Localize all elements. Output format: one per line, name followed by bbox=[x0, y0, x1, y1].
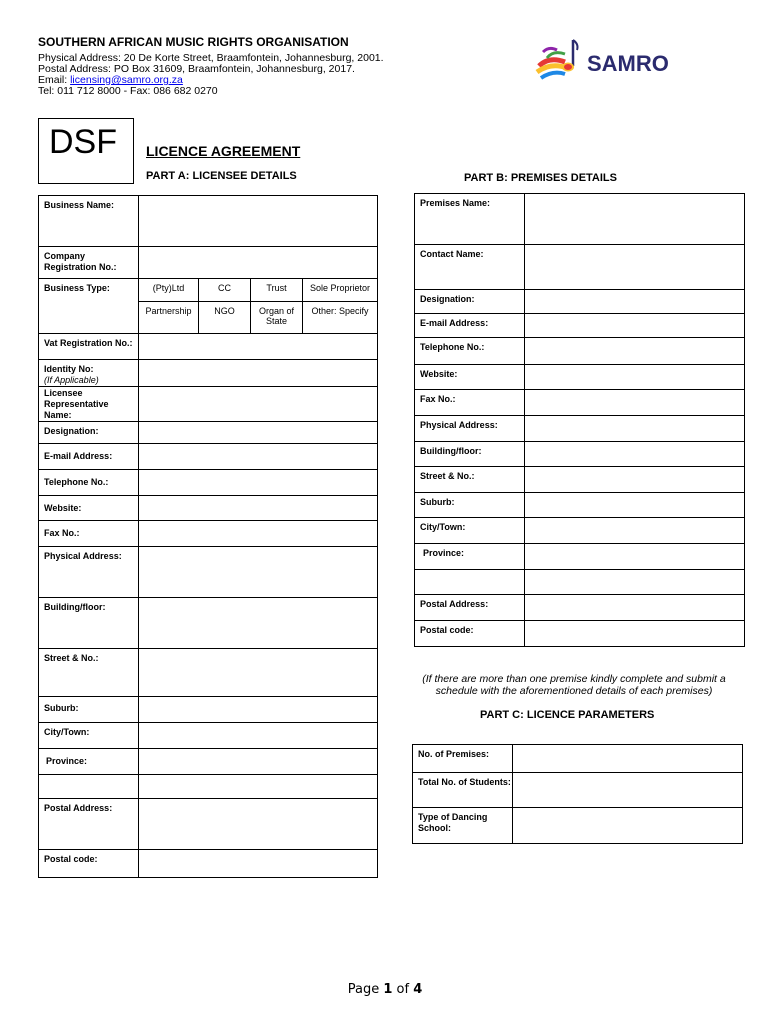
b-email-field[interactable] bbox=[525, 314, 745, 338]
b-postal-address-label: Postal Address: bbox=[415, 595, 525, 621]
row-b-province bbox=[415, 544, 745, 570]
row-premises-name bbox=[415, 194, 745, 245]
type-option[interactable]: Trust bbox=[251, 279, 303, 302]
b-fax-field[interactable] bbox=[525, 390, 745, 416]
row-postal-address bbox=[39, 799, 378, 850]
identity-field[interactable] bbox=[139, 360, 378, 387]
street-label: Street & No.: bbox=[39, 649, 139, 697]
row-rep-name bbox=[39, 387, 378, 422]
row-business-type-1 bbox=[39, 279, 378, 302]
building-field[interactable] bbox=[139, 598, 378, 649]
row-b-postal-code bbox=[415, 621, 745, 647]
samro-logo bbox=[535, 36, 710, 84]
type-option[interactable]: Partnership bbox=[139, 302, 199, 334]
part-b-table bbox=[414, 193, 745, 647]
row-physical bbox=[39, 547, 378, 598]
page-current: 1 bbox=[383, 982, 393, 997]
logo-text: SAMRO bbox=[587, 51, 669, 76]
province-field[interactable] bbox=[139, 749, 378, 775]
row-b-website bbox=[415, 365, 745, 390]
designation-label: Designation: bbox=[39, 422, 139, 444]
row-fax bbox=[39, 521, 378, 547]
part-c-heading: PART C: LICENCE PARAMETERS bbox=[480, 709, 655, 721]
b-city-label: City/Town: bbox=[415, 518, 525, 544]
fax-field[interactable] bbox=[139, 521, 378, 547]
identity-note: (If Applicable) bbox=[44, 375, 99, 385]
b-postal-code-field[interactable] bbox=[525, 621, 745, 647]
students-label: Total No. of Students: bbox=[413, 773, 513, 808]
website-label: Website: bbox=[39, 496, 139, 521]
b-suburb-label: Suburb: bbox=[415, 493, 525, 518]
business-name-label: Business Name: bbox=[39, 196, 139, 247]
row-province bbox=[39, 749, 378, 775]
part-c-table bbox=[412, 744, 743, 844]
part-a-table bbox=[38, 195, 378, 878]
company-reg-label: Company Registration No.: bbox=[39, 247, 139, 279]
rep-name-field[interactable] bbox=[139, 387, 378, 422]
row-postal-code bbox=[39, 850, 378, 878]
b-province-extra-label bbox=[415, 570, 525, 595]
province-label: Province: bbox=[39, 749, 139, 775]
email-link[interactable]: licensing@samro.org.za bbox=[70, 74, 183, 86]
postal-address-label: Postal Address: bbox=[39, 799, 139, 850]
email-field[interactable] bbox=[139, 444, 378, 470]
dancing-type-field[interactable] bbox=[513, 808, 743, 844]
row-street bbox=[39, 649, 378, 697]
row-b-city bbox=[415, 518, 745, 544]
b-physical-field[interactable] bbox=[525, 416, 745, 442]
b-postal-code-label: Postal code: bbox=[415, 621, 525, 647]
b-street-field[interactable] bbox=[525, 467, 745, 493]
vat-field[interactable] bbox=[139, 334, 378, 360]
row-vat bbox=[39, 334, 378, 360]
b-building-label: Building/floor: bbox=[415, 442, 525, 467]
type-option[interactable]: Organ of State bbox=[251, 302, 303, 334]
b-suburb-field[interactable] bbox=[525, 493, 745, 518]
b-telephone-field[interactable] bbox=[525, 338, 745, 365]
premises-count-label: No. of Premises: bbox=[413, 745, 513, 773]
province-extra-field[interactable] bbox=[139, 775, 378, 799]
b-website-label: Website: bbox=[415, 365, 525, 390]
samro-emblem-icon bbox=[535, 36, 710, 84]
dancing-type-label: Type of Dancing School: bbox=[413, 808, 513, 844]
telephone-field[interactable] bbox=[139, 470, 378, 496]
row-b-postal-address bbox=[415, 595, 745, 621]
type-option[interactable]: Other: Specify bbox=[303, 302, 378, 334]
row-b-physical bbox=[415, 416, 745, 442]
row-b-province-2 bbox=[415, 570, 745, 595]
row-company-reg bbox=[39, 247, 378, 279]
suburb-label: Suburb: bbox=[39, 697, 139, 723]
contact-name-label: Contact Name: bbox=[415, 245, 525, 290]
postal-address: Postal Address: PO Box 31609, Braamfontein, Johannesburg, 2017. bbox=[38, 63, 355, 75]
part-b-heading: PART B: PREMISES DETAILS bbox=[464, 172, 617, 184]
type-option[interactable]: NGO bbox=[199, 302, 251, 334]
page-prefix: Page bbox=[347, 982, 384, 997]
row-b-telephone bbox=[415, 338, 745, 365]
row-b-email bbox=[415, 314, 745, 338]
suburb-field[interactable] bbox=[139, 697, 378, 723]
row-premises-count bbox=[413, 745, 743, 773]
row-city bbox=[39, 723, 378, 749]
page-total: 4 bbox=[413, 982, 423, 997]
b-email-label: E-mail Address: bbox=[415, 314, 525, 338]
premises-note: (If there are more than one premise kindly complete and submit a schedule with the aforementioned details of each premises) bbox=[422, 673, 726, 697]
row-building bbox=[39, 598, 378, 649]
row-contact-name bbox=[415, 245, 745, 290]
physical-label: Physical Address: bbox=[39, 547, 139, 598]
website-field[interactable] bbox=[139, 496, 378, 521]
physical-field[interactable] bbox=[139, 547, 378, 598]
fax-label: Fax No.: bbox=[39, 521, 139, 547]
row-email bbox=[39, 444, 378, 470]
b-city-field[interactable] bbox=[525, 518, 745, 544]
vat-label: Vat Registration No.: bbox=[39, 334, 139, 360]
postal-address-field[interactable] bbox=[139, 799, 378, 850]
b-province-extra-field[interactable] bbox=[525, 570, 745, 595]
b-telephone-label: Telephone No.: bbox=[415, 338, 525, 365]
rep-name-label: Licensee Representative Name: bbox=[39, 387, 139, 422]
b-website-field[interactable] bbox=[525, 365, 745, 390]
page-number bbox=[0, 982, 770, 997]
row-telephone bbox=[39, 470, 378, 496]
row-b-fax bbox=[415, 390, 745, 416]
city-label: City/Town: bbox=[39, 723, 139, 749]
row-business-name bbox=[39, 196, 378, 247]
type-option[interactable]: CC bbox=[199, 279, 251, 302]
b-province-label: Province: bbox=[415, 544, 525, 570]
designation-field[interactable] bbox=[139, 422, 378, 444]
b-province-field[interactable] bbox=[525, 544, 745, 570]
row-province-2 bbox=[39, 775, 378, 799]
row-b-building bbox=[415, 442, 745, 467]
tel-fax-line: Tel: 011 712 8000 - Fax: 086 682 0270 bbox=[38, 85, 218, 97]
company-reg-field[interactable] bbox=[139, 247, 378, 279]
contact-name-field[interactable] bbox=[525, 245, 745, 290]
identity-label bbox=[39, 360, 139, 387]
street-field[interactable] bbox=[139, 649, 378, 697]
b-building-field[interactable] bbox=[525, 442, 745, 467]
physical-address: Physical Address: 20 De Korte Street, Braamfontein, Johannesburg, 2001. bbox=[38, 52, 384, 64]
telephone-label: Telephone No.: bbox=[39, 470, 139, 496]
row-students bbox=[413, 773, 743, 808]
row-dancing-type bbox=[413, 808, 743, 844]
row-b-designation bbox=[415, 290, 745, 314]
premises-name-label: Premises Name: bbox=[415, 194, 525, 245]
b-street-label: Street & No.: bbox=[415, 467, 525, 493]
business-type-label: Business Type: bbox=[39, 279, 139, 334]
b-designation-field[interactable] bbox=[525, 290, 745, 314]
row-identity bbox=[39, 360, 378, 387]
part-a-heading: PART A: LICENSEE DETAILS bbox=[146, 170, 297, 182]
email-label: E-mail Address: bbox=[39, 444, 139, 470]
page-of: of bbox=[392, 982, 414, 997]
type-option[interactable]: (Pty)Ltd bbox=[139, 279, 199, 302]
row-b-street bbox=[415, 467, 745, 493]
premises-name-field[interactable] bbox=[525, 194, 745, 245]
identity-text: Identity No: bbox=[44, 364, 94, 374]
city-field[interactable] bbox=[139, 723, 378, 749]
province-extra-label bbox=[39, 775, 139, 799]
page-title: LICENCE AGREEMENT bbox=[146, 143, 301, 159]
form-code-box: DSF bbox=[38, 118, 134, 184]
postal-code-field[interactable] bbox=[139, 850, 378, 878]
b-fax-label: Fax No.: bbox=[415, 390, 525, 416]
postal-code-label: Postal code: bbox=[39, 850, 139, 878]
b-postal-address-field[interactable] bbox=[525, 595, 745, 621]
b-physical-label: Physical Address: bbox=[415, 416, 525, 442]
building-label: Building/floor: bbox=[39, 598, 139, 649]
row-website bbox=[39, 496, 378, 521]
row-designation bbox=[39, 422, 378, 444]
business-name-field[interactable] bbox=[139, 196, 378, 247]
b-designation-label: Designation: bbox=[415, 290, 525, 314]
email-label: Email: bbox=[38, 74, 71, 86]
row-suburb bbox=[39, 697, 378, 723]
row-b-suburb bbox=[415, 493, 745, 518]
type-option[interactable]: Sole Proprietor bbox=[303, 279, 378, 302]
organisation-name: SOUTHERN AFRICAN MUSIC RIGHTS ORGANISATION bbox=[38, 35, 349, 49]
premises-count-field[interactable] bbox=[513, 745, 743, 773]
students-field[interactable] bbox=[513, 773, 743, 808]
